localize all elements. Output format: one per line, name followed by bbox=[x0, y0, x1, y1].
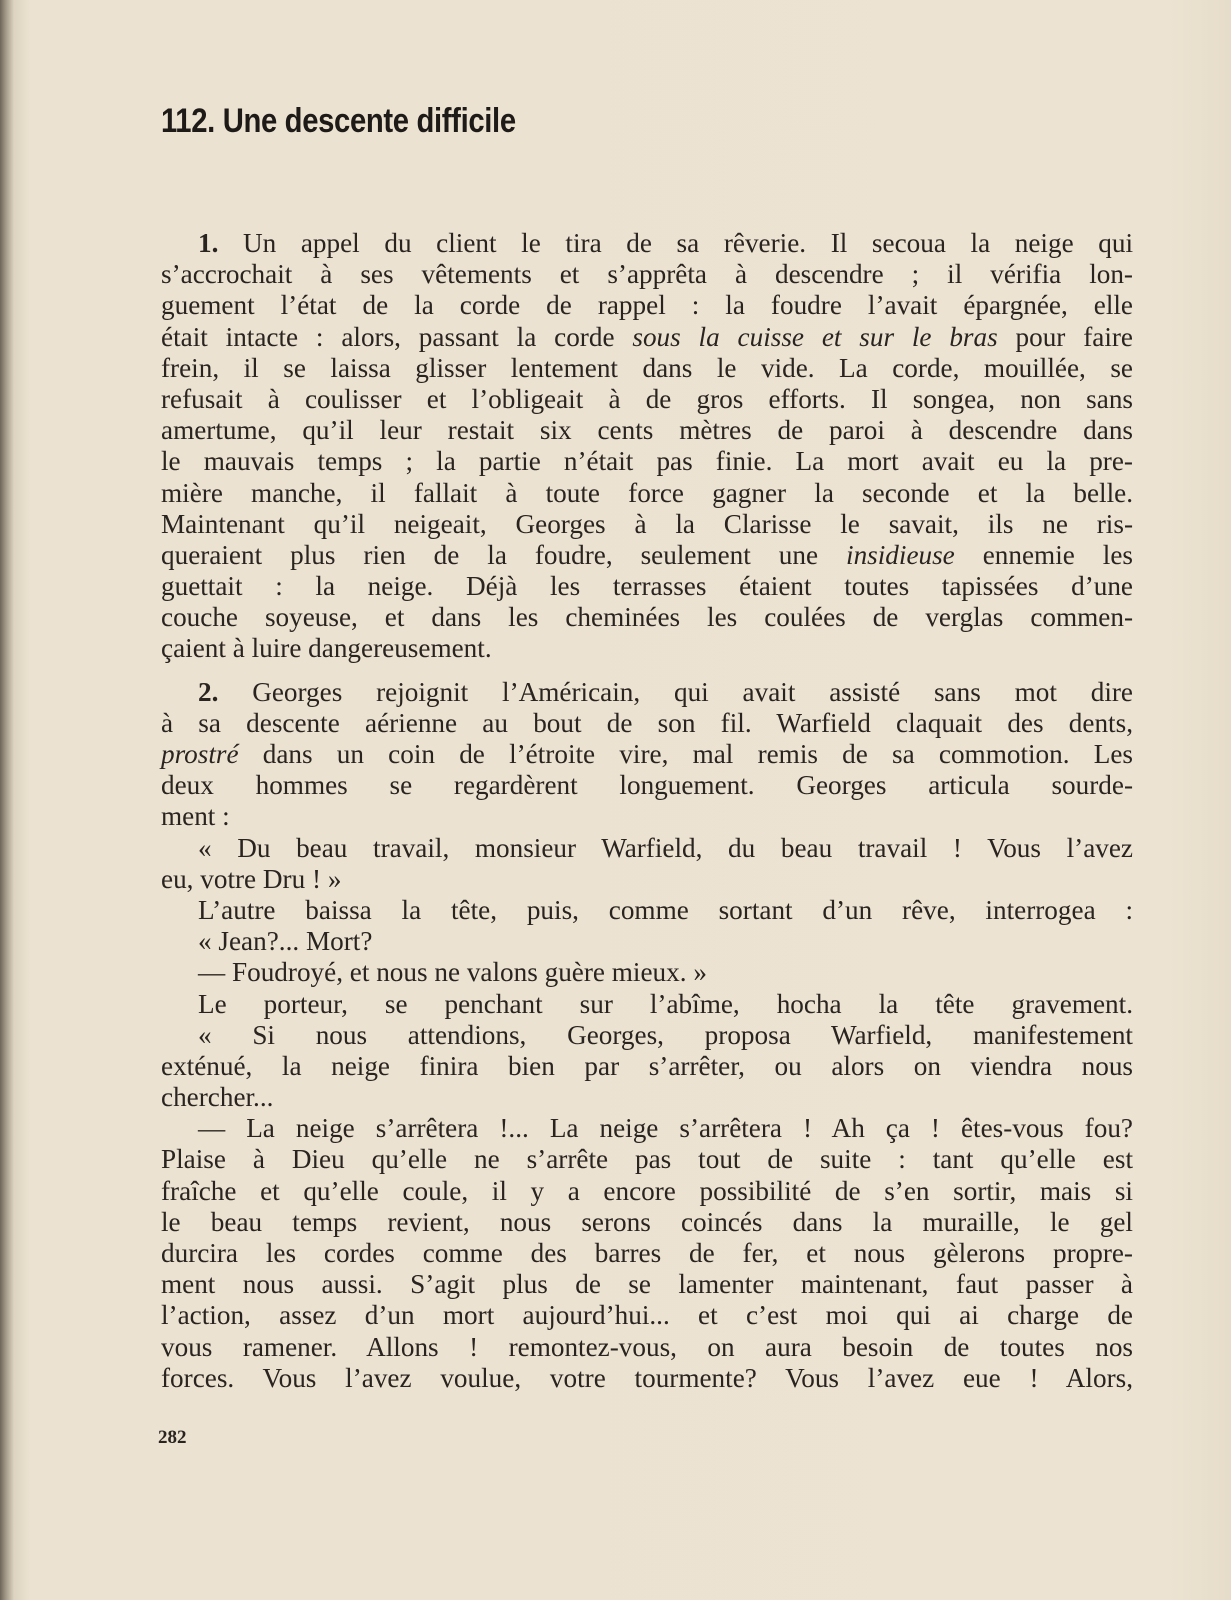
text-line: frein, il se laissa glisser lentement dans le vide. La corde, mouillée, se bbox=[161, 352, 1133, 383]
text-line: eu, votre Dru ! » bbox=[161, 863, 342, 894]
paragraph-number: 2. bbox=[198, 676, 219, 707]
text-line: exténué, la neige finira bien par s’arrêter, ou alors on viendra nous bbox=[161, 1050, 1133, 1081]
italic-word: prostré bbox=[161, 739, 239, 769]
text-line: — La neige s’arrêtera !... La neige s’arrêtera ! Ah ça ! êtes-vous fou? bbox=[198, 1113, 1133, 1144]
text-line: « Si nous attendions, Georges, proposa Warfield, manifestement bbox=[198, 1019, 1133, 1050]
text-line: deux hommes se regardèrent longuement. Georges articula sourde- bbox=[161, 770, 1133, 801]
text-line: Plaise à Dieu qu’elle ne s’arrête pas tout de suite : tant qu’elle est bbox=[161, 1144, 1133, 1175]
text-line: vous ramener. Allons ! remontez-vous, on aura besoin de toutes nos bbox=[161, 1331, 1133, 1362]
text-line: fraîche et qu’elle coule, il y a encore possibilité de s’en sortir, mais si bbox=[161, 1175, 1133, 1206]
text-line: s’accrochait à ses vêtements et s’apprêta à descendre ; il vérifia lon- bbox=[161, 259, 1133, 290]
text-line: l’action, assez d’un mort aujourd’hui... et c’est moi qui ai charge de bbox=[161, 1300, 1133, 1331]
text-line: durcira les cordes comme des barres de fer, et nous gèlerons propre- bbox=[161, 1238, 1133, 1268]
text-line: amertume, qu’il leur restait six cents mètres de paroi à descendre dans bbox=[161, 415, 1133, 446]
text-line: à sa descente aérienne au bout de son fil. Warfield claquait des dents, bbox=[161, 707, 1133, 738]
paragraph-number: 1. bbox=[198, 228, 219, 258]
text-line: guement l’état de la corde de rappel : la foudre l’avait épargnée, elle bbox=[161, 290, 1133, 321]
text-line: forces. Vous l’avez voulue, votre tourmente? Vous l’avez eue ! Alors, bbox=[161, 1362, 1133, 1393]
text-line: « Jean?... Mort? bbox=[198, 926, 373, 957]
page-number: 282 bbox=[158, 1427, 187, 1448]
text-line: « Du beau travail, monsieur Warfield, du beau travail ! Vous l’avez bbox=[198, 832, 1133, 863]
text-line: ment : bbox=[161, 801, 230, 832]
text-line: chercher... bbox=[161, 1082, 274, 1113]
text-line: Maintenant qu’il neigeait, Georges à la Clarisse le savait, ils ne ris- bbox=[161, 508, 1133, 539]
text-line: prostré dans un coin de l’étroite vire, mal remis de sa commotion. Les bbox=[161, 739, 1133, 769]
italic-word: insidieuse bbox=[846, 539, 955, 570]
text-line: mière manche, il fallait à toute force gagner la seconde et la belle. bbox=[161, 477, 1133, 508]
text-line: Le porteur, se penchant sur l’abîme, hocha la tête gravement. bbox=[198, 988, 1133, 1019]
text-line: le mauvais temps ; la partie n’était pas finie. La mort avait eu la pre- bbox=[161, 446, 1133, 477]
text-line: 1. Un appel du client le tira de sa rêverie. Il secoua la neige qui bbox=[198, 228, 1133, 258]
text-line: — Foudroyé, et nous ne valons guère mieux. » bbox=[198, 957, 707, 988]
text-line: guettait : la neige. Déjà les terrasses étaient toutes tapissées d’une bbox=[161, 571, 1133, 602]
text-line: L’autre baissa la tête, puis, comme sortant d’un rêve, interrogea : bbox=[198, 894, 1133, 925]
text-line: çaient à luire dangereusement. bbox=[161, 633, 492, 664]
text-line: 2. Georges rejoignit l’Américain, qui avait assisté sans mot dire bbox=[198, 676, 1133, 707]
text-line: le beau temps revient, nous serons coincés dans la muraille, le gel bbox=[161, 1206, 1133, 1237]
chapter-title: 112. Une descente difficile bbox=[161, 102, 516, 140]
italic-phrase: sous la cuisse et sur le bras bbox=[632, 321, 998, 352]
body-text bbox=[161, 228, 1133, 1394]
text-line: ment nous aussi. S’agit plus de se lamenter maintenant, faut passer à bbox=[161, 1269, 1133, 1300]
text-line: queraient plus rien de la foudre, seulement une insidieuse ennemie les bbox=[161, 539, 1133, 570]
text-line: couche soyeuse, et dans les cheminées les coulées de verglas commen- bbox=[161, 602, 1133, 633]
text-line: refusait à coulisser et l’obligeait à de gros efforts. Il songea, non sans bbox=[161, 383, 1133, 414]
text-line: était intacte : alors, passant la corde sous la cuisse et sur le bras pour faire bbox=[161, 321, 1133, 352]
